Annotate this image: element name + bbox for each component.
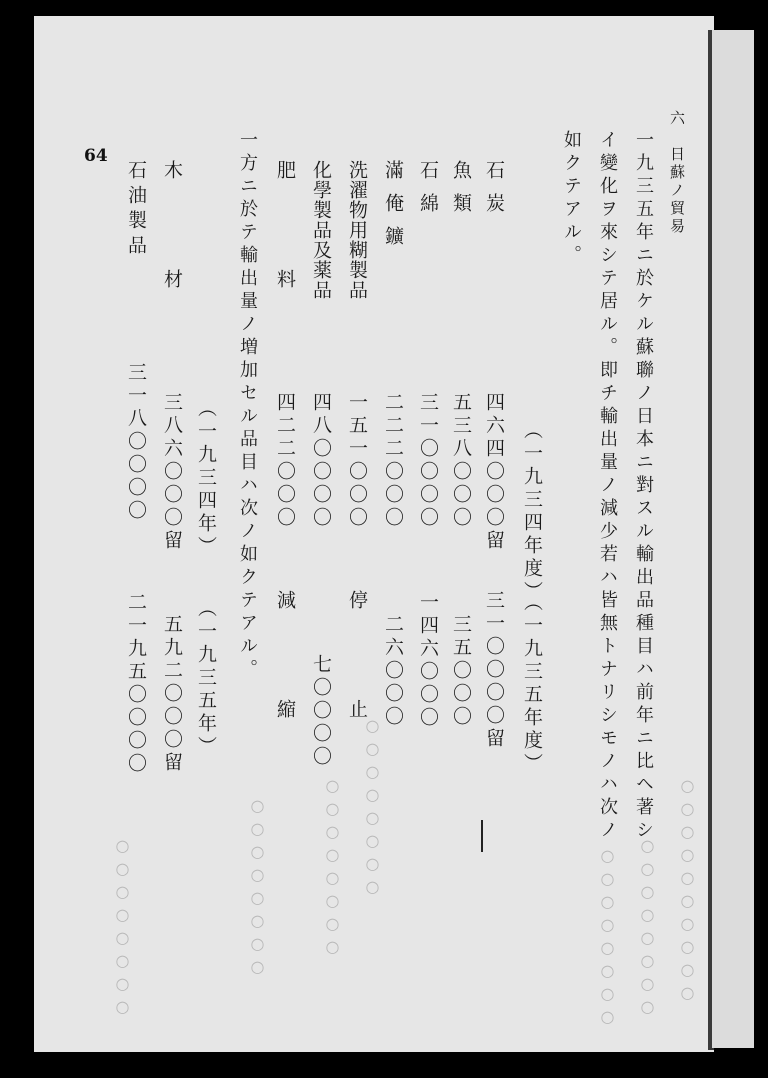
export-value-1935: 停止 xyxy=(346,590,368,808)
bleed-through: ○○○○○○○○ xyxy=(638,836,657,1020)
export-value-1934: 五三八〇〇〇 xyxy=(450,392,472,530)
export-value-1935: 三五〇〇〇 xyxy=(450,614,472,729)
facing-page-edge xyxy=(712,30,754,1048)
export-item: 洗濯物用糊製品 xyxy=(346,160,368,300)
export-col1-header: （一九三四年度） xyxy=(521,420,543,604)
export-value-1935: 二六〇〇〇 xyxy=(382,614,404,729)
import-value-1935: 五九二〇〇〇留 xyxy=(161,614,183,775)
import-value-1934: 三一八〇〇〇〇 xyxy=(125,362,147,523)
export-value-1935: 減縮 xyxy=(274,590,296,808)
export-value-1934: 二二二〇〇〇 xyxy=(382,392,404,530)
intro-line-3: 如クテアル。 xyxy=(561,130,582,268)
export-value-1934: 四六四〇〇〇留 xyxy=(483,392,505,553)
export-value-1935: 七〇〇〇〇 xyxy=(310,654,332,769)
import-item: 石油製品 xyxy=(125,160,147,260)
export-col2-header: （一九三五年度） xyxy=(521,592,543,776)
intro-line-1: 一九三五年ニ於ケル蘇聯ノ日本ニ對スル輸出品種目ハ前年ニ比ヘ著シ xyxy=(633,130,654,843)
import-value-1935: 二一九五〇〇〇〇 xyxy=(125,592,147,776)
export-value-1935: 一四六〇〇〇 xyxy=(417,592,439,730)
export-item: 石炭 xyxy=(483,160,505,226)
import-value-1934: 三八六〇〇〇留 xyxy=(161,392,183,553)
export-item: 魚類 xyxy=(450,160,472,226)
import-item: 木材 xyxy=(161,160,183,378)
underline-mark xyxy=(481,820,483,852)
export-value-1935: 三一〇〇〇〇留 xyxy=(483,590,505,751)
import-col1-header: （一九三四年） xyxy=(195,398,217,559)
export-value-1934: 四二二〇〇〇 xyxy=(274,392,296,530)
increase-line: 一方ニ於テ輸出量ノ増加セル品目ハ次ノ如クテアル。 xyxy=(237,130,258,682)
intro-line-2: イ變化ヲ來シテ居ル。即チ輸出量ノ減少若ハ皆無トナリシモノハ次ノ xyxy=(597,130,618,843)
bleed-through: ○○○○○○○○ xyxy=(113,836,132,1020)
bleed-through: ○○○○○○○○ xyxy=(363,716,382,900)
bleed-through: ○○○○○○○○ xyxy=(248,796,267,980)
bleed-through: ○○○○○○○○ xyxy=(323,776,342,960)
import-col2-header: （一九三五年） xyxy=(195,598,217,759)
export-item: 肥料 xyxy=(274,160,296,378)
export-value-1934: 一五一〇〇〇 xyxy=(346,392,368,530)
bleed-through: ○○○○○○○○○○ xyxy=(678,776,697,1006)
export-item: 滿俺鑛 xyxy=(382,160,404,259)
export-item: 石綿 xyxy=(417,160,439,226)
export-value-1934: 四八〇〇〇〇 xyxy=(310,392,332,530)
section-heading: 六 日蘇ノ貿易 xyxy=(668,110,686,236)
export-value-1934: 三一〇〇〇〇 xyxy=(417,392,439,530)
bleed-through: ○○○○○○○○ xyxy=(598,846,617,1030)
export-item: 化學製品及薬品 xyxy=(310,160,332,300)
page-number: 64 xyxy=(84,146,108,166)
